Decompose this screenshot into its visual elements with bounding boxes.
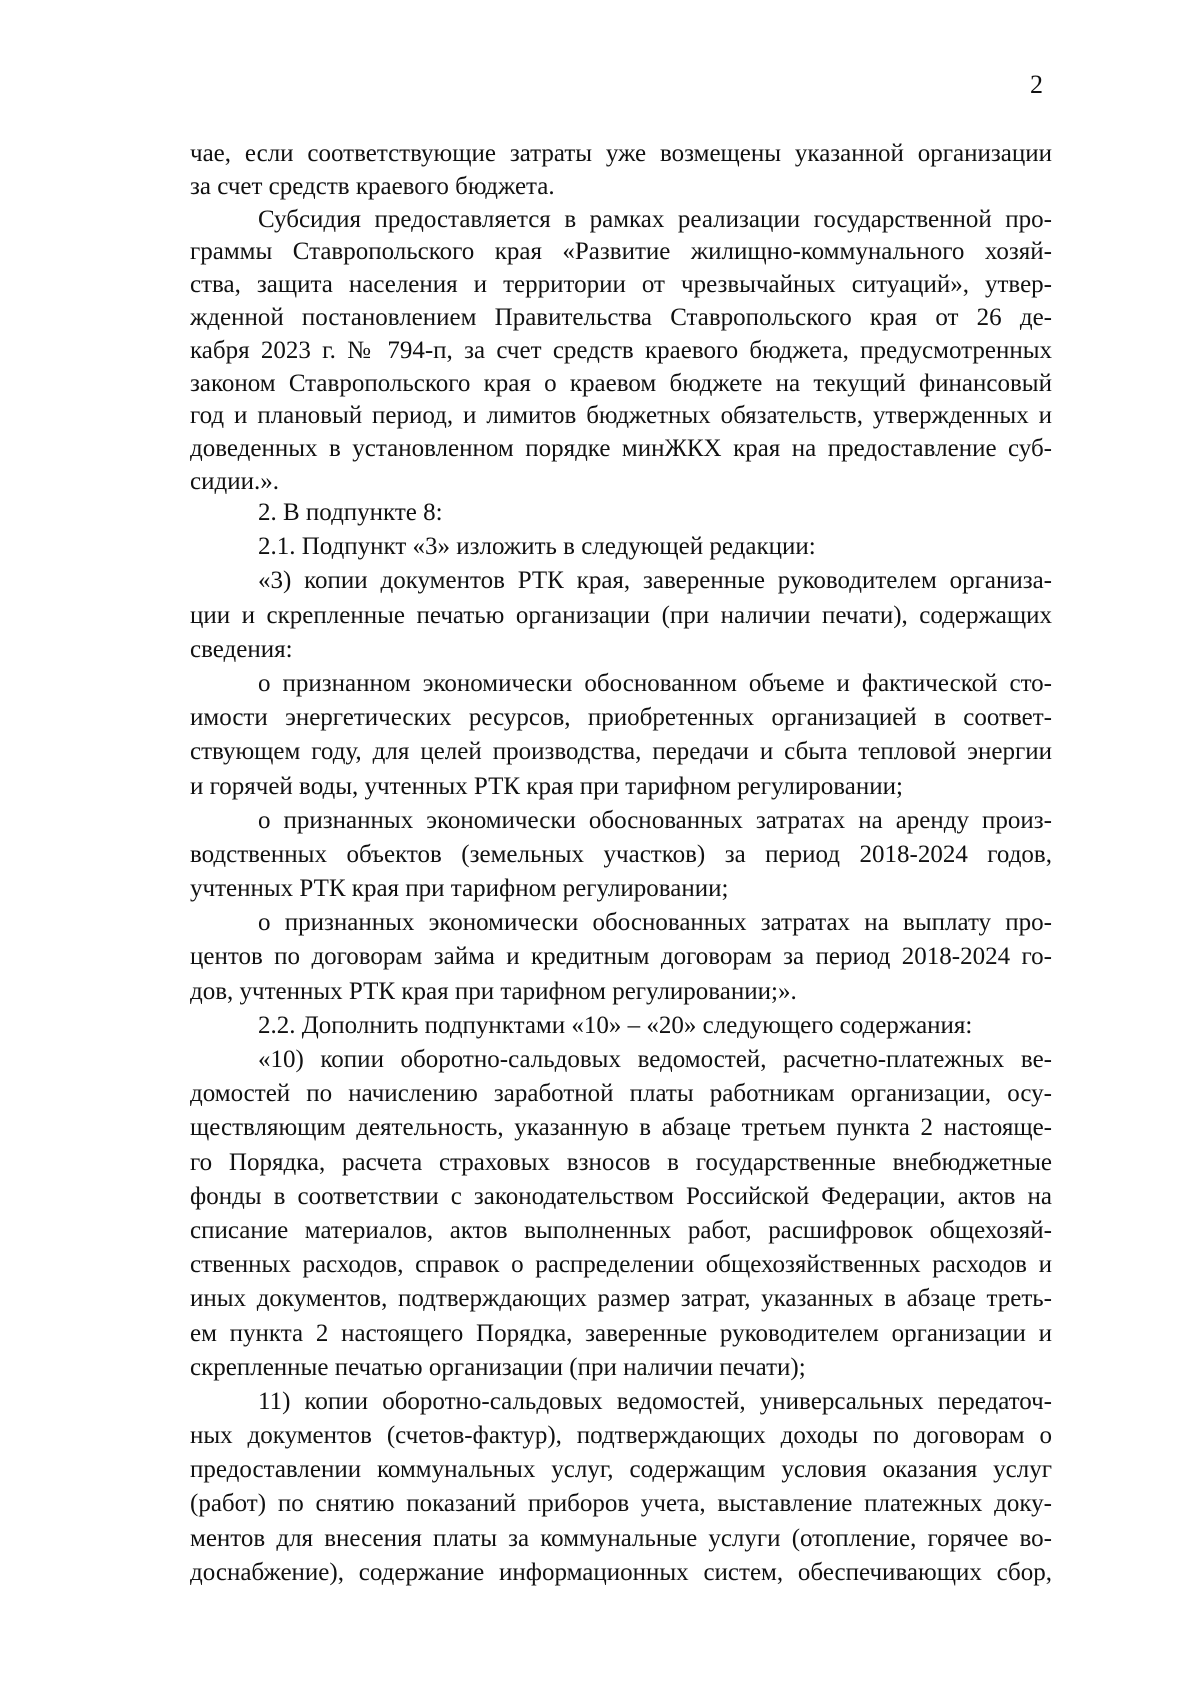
text-line: сидии.».: [190, 467, 279, 495]
text-block-amendments: [190, 496, 1052, 1590]
text-line: о признанном экономически обоснованном объеме и фактической сто-: [258, 669, 1052, 697]
text-line: предоставлении коммунальных услуг, содержащим условия оказания услуг: [190, 1456, 1052, 1484]
text-line: за счет средств краевого бюджета.: [190, 172, 555, 200]
text-line: чае, если соответствующие затраты уже возмещены указанной организации: [190, 140, 1052, 167]
text-line: списание материалов, актов выполненных работ, расшифровок общехозяй-: [190, 1216, 1052, 1244]
text-line: учтенных РТК края при тарифном регулировании;: [190, 875, 729, 903]
text-line: дов, учтенных РТК края при тарифном регулировании;».: [190, 977, 797, 1005]
text-line: доснабжение), содержание информационных систем, обеспечивающих сбор,: [190, 1558, 1052, 1586]
text-line: год и плановый период, и лимитов бюджетных обязательств, утвержденных и: [190, 402, 1052, 430]
text-line: домостей по начислению заработной платы работникам организации, осу-: [190, 1080, 1052, 1108]
text-line: ства, защита населения и территории от чрезвычайных ситуаций», утвер-: [190, 271, 1052, 299]
text-line: и горячей воды, учтенных РТК края при тарифном регулировании;: [190, 772, 903, 800]
text-line: (работ) по снятию показаний приборов учета, выставление платежных доку-: [190, 1490, 1052, 1518]
text-line: скрепленные печатью организации (при наличии печати);: [190, 1353, 806, 1381]
text-line: имости энергетических ресурсов, приобретенных организацией в соответ-: [190, 704, 1052, 732]
text-line: жденной постановлением Правительства Ставропольского края от 26 де-: [190, 303, 1052, 331]
text-line: «10) копии оборотно-сальдовых ведомостей, расчетно-платежных ве-: [258, 1046, 1052, 1073]
text-line: фонды в соответствии с законодательством Российской Федерации, актов на: [190, 1182, 1052, 1210]
text-line: сведения:: [190, 635, 293, 663]
text-line: ственных расходов, справок о распределении общехозяйственных расходов и: [190, 1251, 1052, 1279]
text-line: 2. В подпункте 8:: [258, 499, 443, 526]
text-line: ствующем году, для целей производства, передачи и сбыта тепловой энергии: [190, 738, 1052, 766]
text-line: законом Ставропольского края о краевом бюджете на текущий финансовый: [190, 369, 1052, 397]
page-number: 2: [1030, 70, 1043, 99]
text-line: граммы Ставропольского края «Развитие жилищно-коммунального хозяй-: [190, 238, 1052, 266]
text-line: 2.2. Дополнить подпунктами «10» – «20» следующего содержания:: [258, 1011, 973, 1039]
text-line: иных документов, подтверждающих размер затрат, указанных в абзаце треть-: [190, 1285, 1052, 1313]
text-line: ществляющим деятельность, указанную в абзаце третьем пункта 2 настояще-: [190, 1114, 1052, 1142]
text-line: центов по договорам займа и кредитным договорам за период 2018-2024 го-: [190, 943, 1052, 971]
text-line: ции и скрепленные печатью организации (при наличии печати), содержащих: [190, 601, 1052, 629]
text-line: 11) копии оборотно-сальдовых ведомостей, универсальных передаточ-: [258, 1387, 1052, 1415]
text-line: кабря 2023 г. № 794-п, за счет средств краевого бюджета, предусмотренных: [190, 336, 1052, 364]
text-line: ных документов (счетов-фактур), подтверждающих доходы по договорам о: [190, 1422, 1052, 1450]
text-line: 2.1. Подпункт «3» изложить в следующей редакции:: [258, 533, 816, 561]
text-block-subsidy: [190, 138, 1052, 499]
text-line: го Порядка, расчета страховых взносов в государственные внебюджетные: [190, 1148, 1052, 1176]
text-line: ем пункта 2 настоящего Порядка, заверенные руководителем организации и: [190, 1319, 1052, 1347]
text-line: ментов для внесения платы за коммунальные услуги (отопление, горячее во-: [190, 1524, 1052, 1552]
text-line: «3) копии документов РТК края, заверенные руководителем организа-: [258, 567, 1052, 595]
text-line: о признанных экономически обоснованных затратах на аренду произ-: [258, 806, 1052, 834]
text-line: доведенных в установленном порядке минЖКХ края на предоставление суб-: [190, 435, 1052, 463]
text-line: Субсидия предоставляется в рамках реализации государственной про-: [258, 205, 1052, 233]
text-line: о признанных экономически обоснованных затратах на выплату про-: [258, 909, 1052, 937]
text-line: водственных объектов (земельных участков) за период 2018-2024 годов,: [190, 840, 1052, 868]
